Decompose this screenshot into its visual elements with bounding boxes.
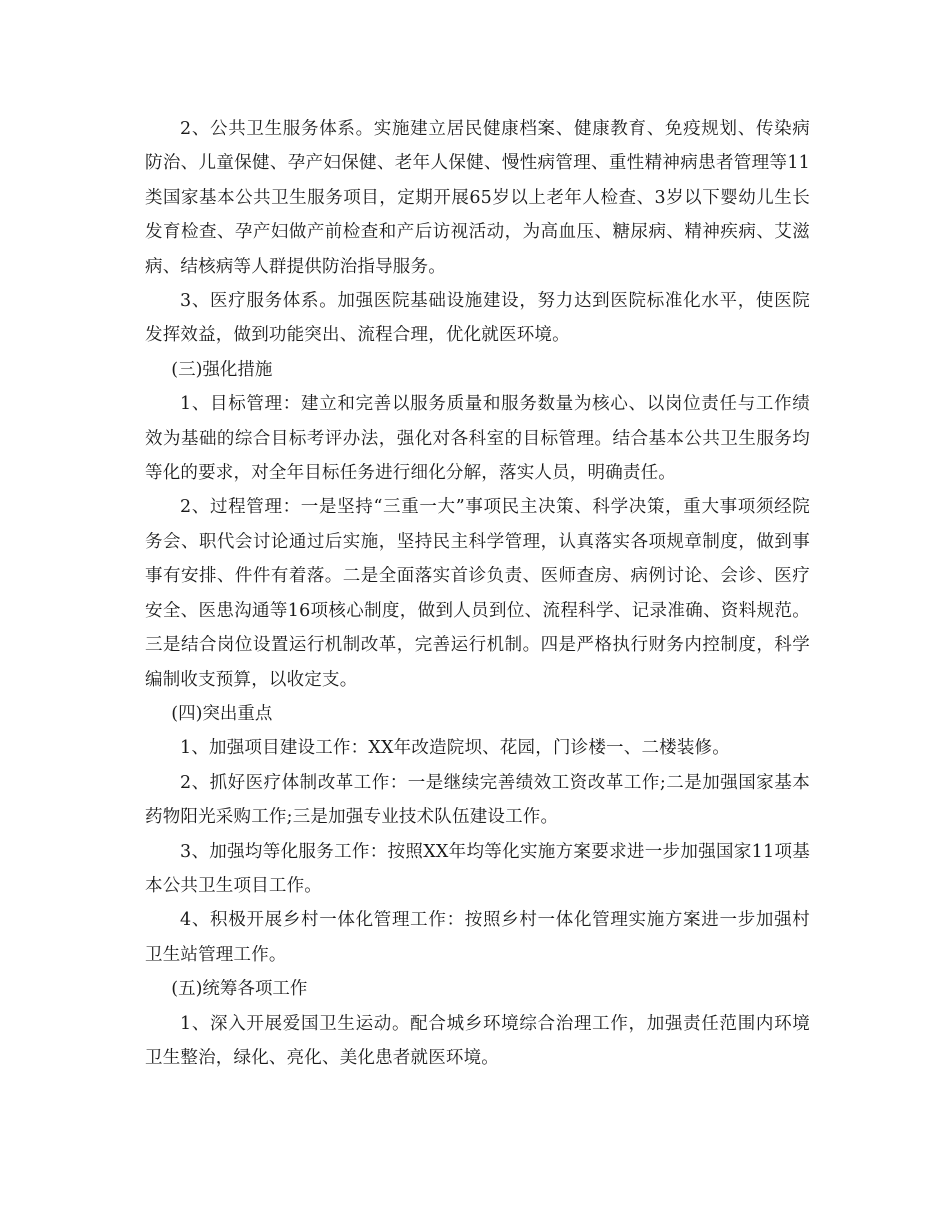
section-heading-highlight-priorities: (四)突出重点 <box>171 703 273 724</box>
paragraph-public-health-system: 2、公共卫生服务体系。实施建立居民健康档案、健康教育、免疫规划、传染病防治、儿童保健、孕产妇保健、老年人保健、慢性病管理、重性精神病患者管理等11类国家基本公共卫生服务项目，定期开展65岁以上老年人检查、3岁以下婴幼儿生长发育检查、孕产妇做产前检查和产后访视活动，为高血压、糖尿病、精神疾病、艾滋病、结核病等人群提供防治指导服务。 <box>145 119 810 277</box>
paragraph-patriotic-health-campaign: 1、深入开展爱国卫生运动。配合城乡环境综合治理工作，加强责任范围内环境卫生整治，绿化、亮化、美化患者就医环境。 <box>145 1013 810 1068</box>
paragraph-medical-reform: 2、抓好医疗体制改革工作：一是继续完善绩效工资改革工作;二是加强国家基本药物阳光采购工作;三是加强专业技术队伍建设工作。 <box>145 772 810 828</box>
paragraph-process-management: 2、过程管理：一是坚持“三重一大”事项民主决策、科学决策，重大事项须经院务会、职代会讨论通过后实施，坚持民主科学管理，认真落实各项规章制度，做到事事有安排、件件有着落。二是全面落实首诊负责、医师查房、病例讨论、会诊、医疗安全、医患沟通等16项核心制度，做到人员到位、流程科学、记录准确、资料规范。三是结合岗位设置运行机制改革，完善运行机制。四是严格执行财务内控制度，科学编制收支预算，以收定支。 <box>145 497 810 690</box>
paragraph-medical-service-system: 3、医疗服务体系。加强医院基础设施建设，努力达到医院标准化水平，使医院发挥效益，做到功能突出、流程合理，优化就医环境。 <box>145 291 810 346</box>
section-heading-strengthen-measures: (三)强化措施 <box>171 359 273 380</box>
section-heading-coordinate-work: (五)统筹各项工作 <box>171 979 308 1000</box>
paragraph-target-management: 1、目标管理：建立和完善以服务质量和服务数量为核心、以岗位责任与工作绩效为基础的综合目标考评办法，强化对各科室的目标管理。结合基本公共卫生服务均等化的要求，对全年目标任务进行细化分解，落实人员，明确责任。 <box>145 394 810 484</box>
paragraph-project-construction: 1、加强项目建设工作：XX年改造院坝、花园，门诊楼一、二楼装修。 <box>180 738 730 759</box>
paragraph-village-integration: 4、积极开展乡村一体化管理工作：按照乡村一体化管理实施方案进一步加强村卫生站管理工作。 <box>145 910 810 965</box>
paragraph-equalized-services: 3、加强均等化服务工作：按照XX年均等化实施方案要求进一步加强国家11项基本公共卫生项目工作。 <box>145 841 810 896</box>
document-body <box>145 112 810 1075</box>
